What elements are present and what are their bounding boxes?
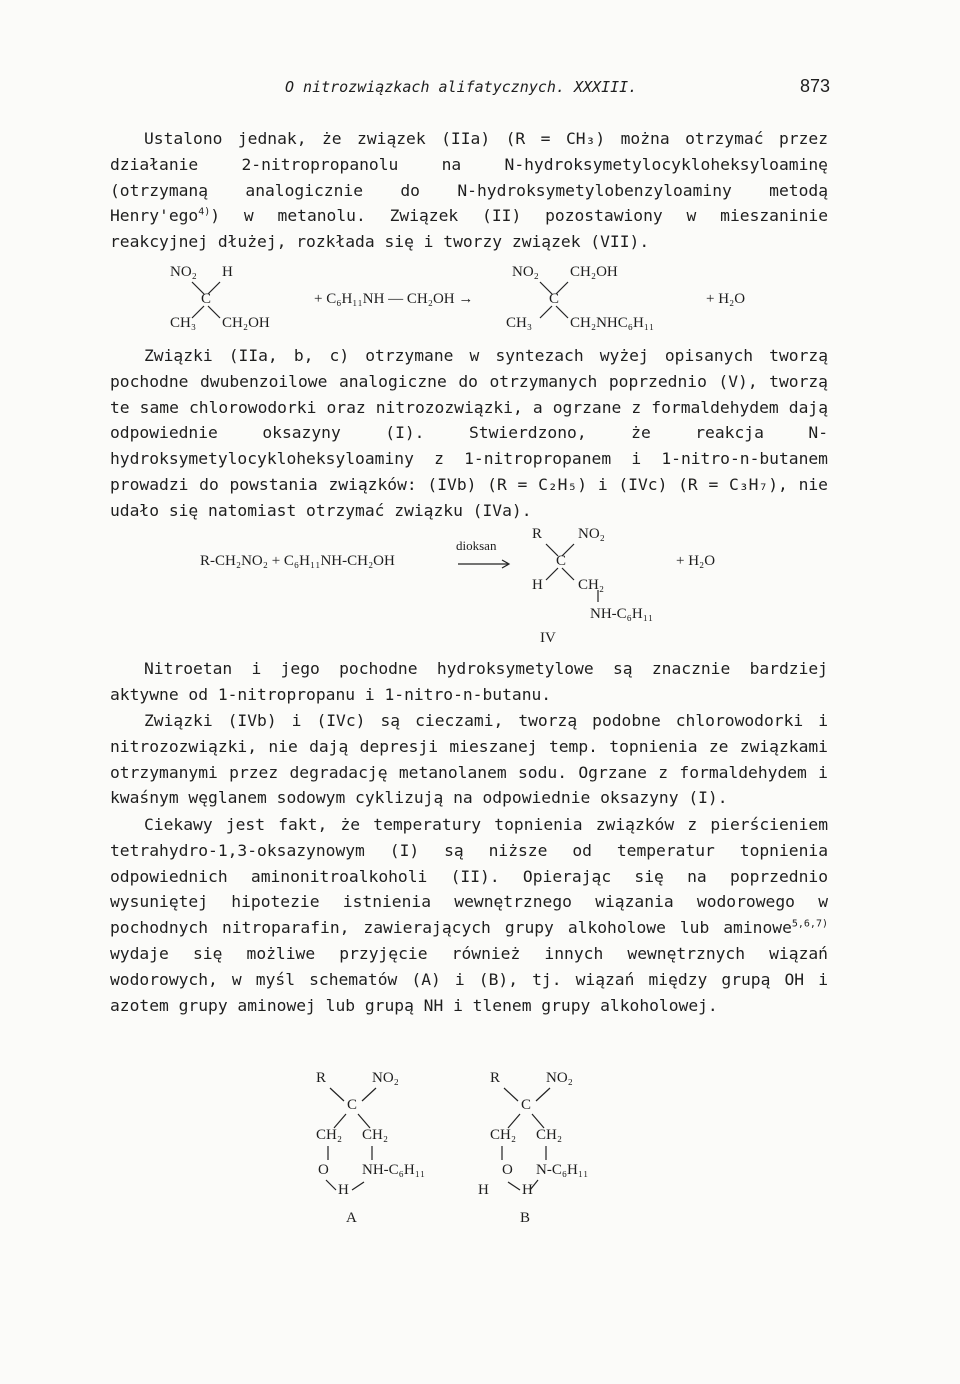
scheme-a-o: O <box>318 1162 329 1178</box>
scheme-a-bonds <box>316 1070 506 1230</box>
scheme-a-no2: NO₂ <box>372 1070 399 1086</box>
running-header <box>285 74 830 102</box>
citation-ref: 4) <box>198 206 211 218</box>
scheme-b-label: B <box>520 1210 531 1226</box>
page-number: 873 <box>799 76 830 96</box>
eq2-nh-c6h11: NH-C₆H₁₁ <box>590 606 654 622</box>
eq2-water: + H₂O <box>676 553 716 569</box>
eq2-solvent: dioksan <box>456 538 497 553</box>
scheme-b-no2: NO₂ <box>546 1070 573 1086</box>
citation-ref-2: 5,6,7) <box>791 918 828 930</box>
para5-text: Ciekawy jest fakt, że temperatury topnienia związków z pierścieniem tetrahydro-1,3-oksazynowym (I) są niższe od temperatur topnienia odpowiednich aminonitroalkoholi (II). Opierając się na poprzednio wysuniętej hipotezie istnienia wewnętrznego wiązania wodorowego w pochodnych nitroparafin, zawierających grupy alkoholowe lub aminowe <box>110 815 828 938</box>
scheme-a-h: H <box>338 1182 349 1198</box>
scheme-a-ch2-left: CH₂ <box>316 1127 343 1143</box>
eq1-right-ch3: CH₃ <box>506 315 533 331</box>
scheme-a-r: R <box>316 1070 327 1086</box>
para2-text: Związki (IIa, b, c) otrzymane w syntezach wyżej opisanych tworzą pochodne dwubenzoilowe analogiczne do otrzymanych poprzednio (V), tworzą te same chlorowodorki oraz nitrozozwiązki, a ogrzane z formaldehydem dają odpowiednie oksazyny (I). Stwierdzono, że reakcja N-hydroksymetylocykloheksyloaminy z 1-nitropropanem i 1-nitro-n-butanem prowadzi do powstania związków: (IVb) (R = C₂H₅) i (IVc) (R = C₃H₇), nie udało się natomiast otrzymać związku (IVa). <box>110 346 828 520</box>
eq1-reagent: + C₆H₁₁NH — CH₂OH → <box>314 291 474 307</box>
para5-text-cont: wydaje się możliwe przyjęcie również innych wewnętrznych wiązań wodorowych, w myśl schematów (A) i (B), tj. wiązań między grupą OH i azotem grupy aminowej lub grupą NH i tlenem grupy alkoholowej. <box>110 943 828 1015</box>
eq1-left-no2: NO₂ <box>170 264 197 280</box>
scheme-b-ch2-left: CH₂ <box>490 1127 517 1143</box>
eq2-ch2: CH₂ <box>578 577 605 593</box>
scheme-b-h-right: H <box>522 1182 533 1198</box>
paragraph-5 <box>110 812 828 1018</box>
scheme-a-ch2-right: CH₂ <box>362 1127 389 1143</box>
eq1-water: + H₂O <box>706 291 746 307</box>
scheme-b-h-left: H <box>478 1182 489 1198</box>
eq2-h: H <box>532 577 543 593</box>
scheme-a <box>316 1070 506 1230</box>
eq1-right-c: C <box>549 291 560 307</box>
eq1-right-ch2oh: CH₂OH <box>570 264 618 280</box>
paragraph-4 <box>110 708 828 811</box>
para1-text: Ustalono jednak, że związek (IIa) (R = CH₃) można otrzymać przez działanie 2-nitropropanolu na N-hydroksymetylocykloheksyloaminę (otrzymaną analogicznie do N-hydroksymetylobenzyloaminy metodą Henry'ego <box>110 129 828 226</box>
scheme-b <box>478 1070 680 1230</box>
scheme-a-c: C <box>347 1097 358 1113</box>
eq1-left-h: H <box>222 264 233 280</box>
reaction-equation-1 <box>170 264 790 334</box>
paragraph-2 <box>110 343 828 524</box>
eq1-right-no2: NO₂ <box>512 264 539 280</box>
eq2-label: IV <box>540 630 556 646</box>
scheme-b-n: N-C₆H₁₁ <box>536 1162 589 1178</box>
eq1-right-ch2nhc: CH₂NHC₆H₁₁ <box>570 315 655 331</box>
reaction-equation-2 <box>178 526 748 644</box>
running-title: O nitrozwiązkach alifatycznych. XXXIII. <box>285 78 638 96</box>
eq2-c: C <box>556 553 567 569</box>
eq2-r: R <box>532 526 543 542</box>
eq1-left-ch3: CH₃ <box>170 315 197 331</box>
para4-text: Związki (IVb) i (IVc) są cieczami, tworzą podobne chlorowodorki i nitrozozwiązki, nie dają depresji mieszanej temp. topnienia ze związkami otrzymanymi przez degradację metanolanem sodu. Ogrzane z formaldehydem i kwaśnym węglanem sodowym cyklizują na odpowiednie oksazyny (I). <box>110 711 828 808</box>
para1-text-cont: ) w metanolu. Związek (II) pozostawiony w mieszaninie reakcyjnej dłużej, rozkłada się i tworzy związek (VII). <box>110 206 828 252</box>
scheme-b-c: C <box>521 1097 532 1113</box>
scheme-b-r: R <box>490 1070 501 1086</box>
paragraph-1 <box>110 126 828 255</box>
scheme-b-bonds <box>490 1070 680 1230</box>
eq2-no2: NO₂ <box>578 526 605 542</box>
scheme-a-nh: NH-C₆H₁₁ <box>362 1162 426 1178</box>
scheme-a-label: A <box>346 1210 357 1226</box>
scheme-b-ch2-right: CH₂ <box>536 1127 563 1143</box>
paragraph-3 <box>110 656 828 708</box>
scheme-b-o: O <box>502 1162 513 1178</box>
eq2-reactants: R-CH₂NO₂ + C₆H₁₁NH-CH₂OH <box>200 553 395 569</box>
eq1-left-c: C <box>201 291 212 307</box>
para3-text: Nitroetan i jego pochodne hydroksymetylowe są znacznie bardziej aktywne od 1-nitropropanu i 1-nitro-n-butanu. <box>110 659 828 704</box>
eq1-left-ch2oh: CH₂OH <box>222 315 270 331</box>
